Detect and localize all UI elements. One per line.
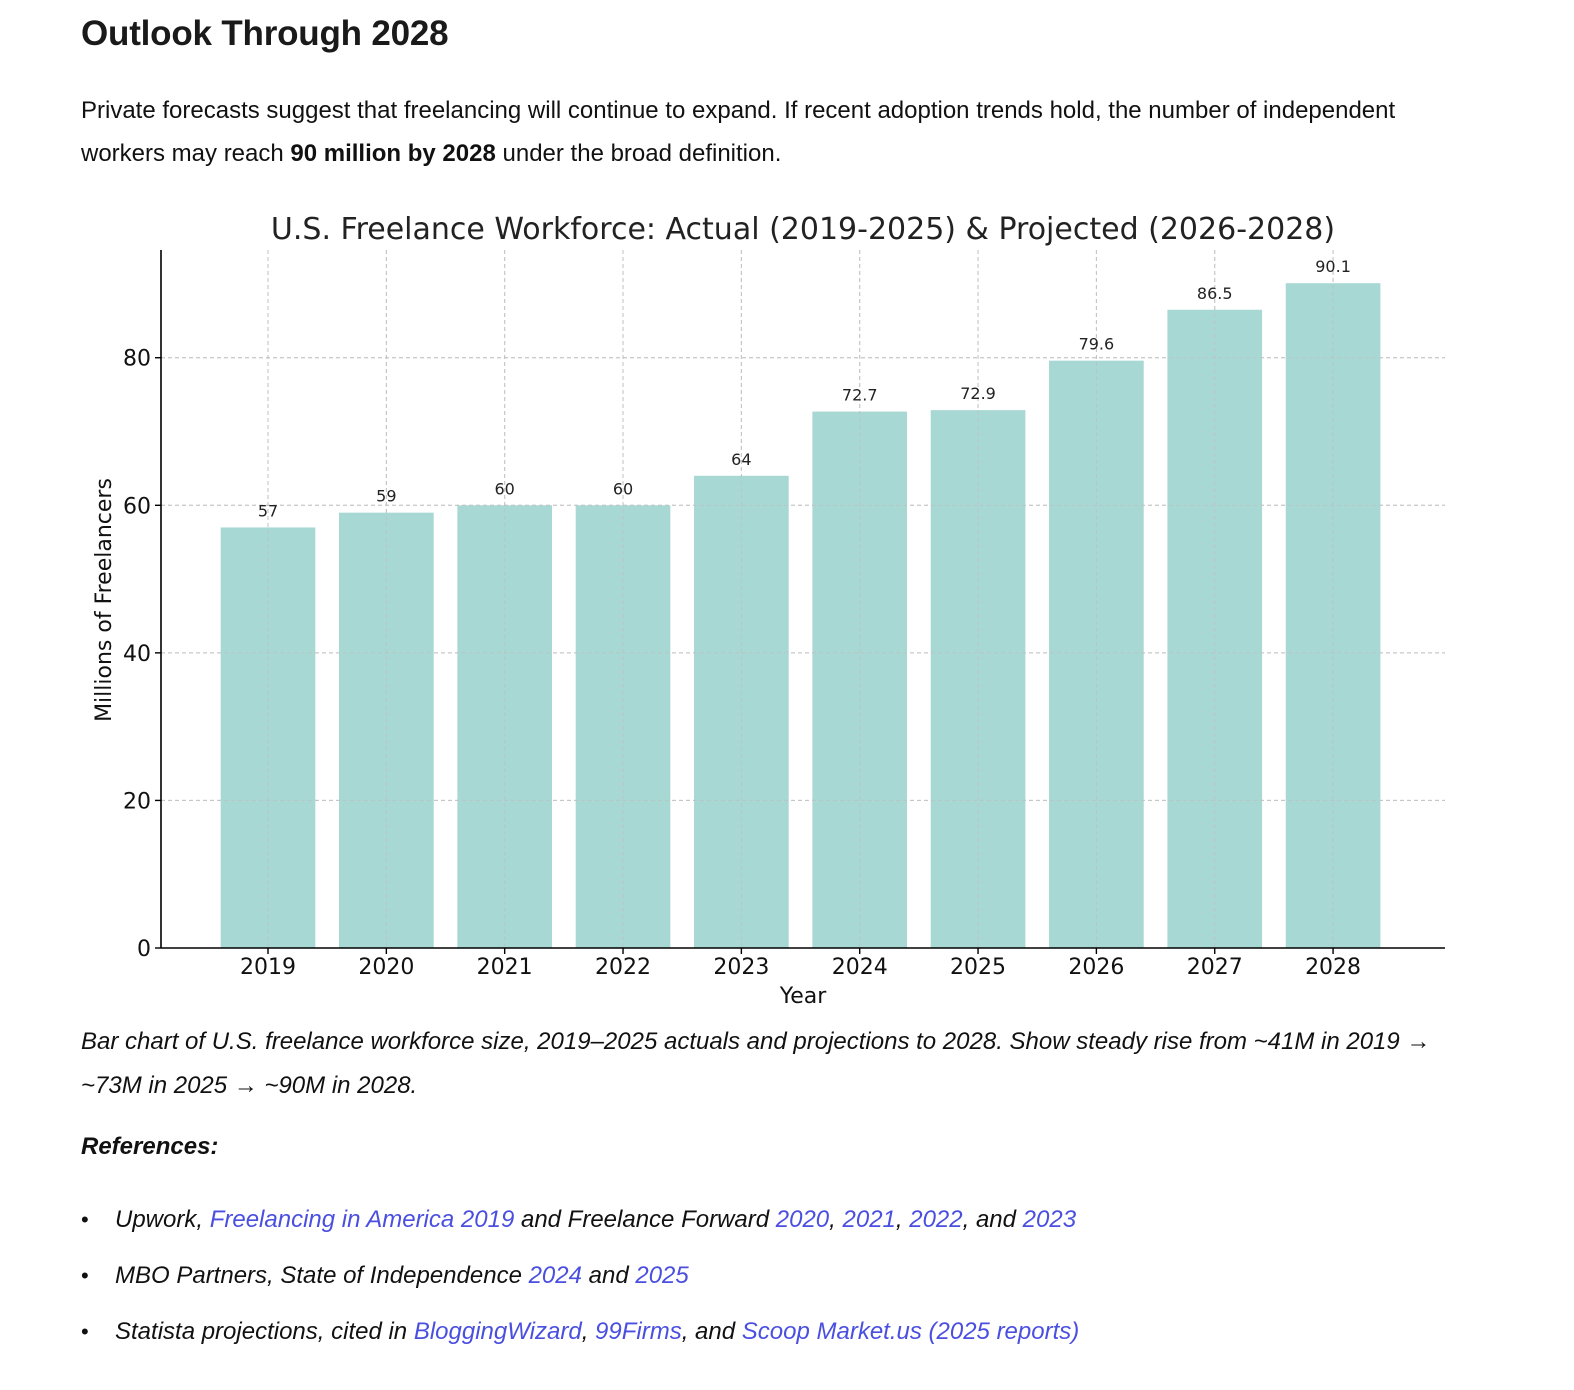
reference-link[interactable]: 2024 — [528, 1262, 582, 1289]
reference-text: , — [895, 1206, 910, 1233]
x-tick-label: 2025 — [950, 955, 1007, 980]
reference-item — [81, 1195, 1079, 1251]
value-label: 72.7 — [841, 385, 878, 405]
bullet-icon: • — [81, 1263, 89, 1288]
y-tick-label: 40 — [123, 641, 151, 667]
x-tick-label: 2021 — [476, 955, 533, 980]
value-label: 60 — [494, 479, 515, 499]
intro-text-before: Private forecasts suggest that freelancing will continue to expand. If recent adoption trends hold, the number of independent workers may reach — [81, 97, 1396, 167]
reference-link[interactable]: 2020 — [775, 1206, 830, 1233]
y-tick-label: 60 — [123, 494, 151, 520]
reference-text: and — [581, 1262, 636, 1289]
reference-text: MBO Partners, State of Independence — [115, 1262, 529, 1289]
reference-text: and Freelance Forward — [514, 1206, 776, 1233]
section-heading: Outlook Through 2028 — [81, 14, 449, 53]
reference-text: , and — [681, 1318, 742, 1345]
x-tick-label: 2027 — [1186, 955, 1243, 980]
reference-text: , — [829, 1206, 843, 1233]
reference-text: , — [581, 1318, 596, 1345]
bullet-icon: • — [81, 1207, 89, 1232]
x-tick-label: 2020 — [358, 955, 415, 980]
x-tick-label: 2028 — [1305, 955, 1362, 980]
x-axis-label: Year — [779, 984, 827, 1009]
bullet-icon: • — [81, 1319, 89, 1344]
y-axis-label: Millions of Freelancers — [92, 478, 117, 722]
freelance-workforce-bar-chart — [0, 195, 1574, 1015]
reference-text: , and — [962, 1206, 1023, 1233]
y-tick-label: 0 — [137, 937, 151, 962]
chart-title: U.S. Freelance Workforce: Actual (2019-2025) & Projected (2026-2028) — [270, 212, 1336, 247]
x-tick-label: 2022 — [595, 955, 652, 980]
reference-link[interactable]: 2023 — [1022, 1206, 1077, 1233]
reference-link[interactable]: 99Firms — [595, 1318, 682, 1345]
reference-link[interactable]: 2025 — [635, 1262, 689, 1289]
reference-text: Upwork, — [115, 1206, 210, 1233]
reference-link[interactable]: 2022 — [909, 1206, 963, 1233]
reference-link[interactable]: BloggingWizard — [413, 1318, 582, 1345]
intro-paragraph — [81, 89, 1441, 175]
x-tick-label: 2026 — [1068, 955, 1125, 980]
chart-caption: Bar chart of U.S. freelance workforce size, 2019–2025 actuals and projections to 2028. Show steady rise from ~41M in 2019 → ~73M in 2025 → ~90M in 2028. — [81, 1028, 1431, 1099]
intro-highlight: 90 million by 2028 — [290, 140, 496, 167]
value-label: 90.1 — [1315, 257, 1351, 277]
reference-item — [81, 1251, 1079, 1307]
references-heading: References: — [81, 1133, 219, 1160]
value-label: 86.5 — [1196, 283, 1233, 303]
reference-link[interactable]: 2021 — [842, 1206, 896, 1233]
references-list — [81, 1195, 1079, 1363]
y-tick-label: 20 — [123, 789, 151, 815]
x-tick-label: 2023 — [713, 955, 770, 980]
value-label: 57 — [257, 501, 279, 521]
reference-item — [81, 1307, 1079, 1363]
value-label: 60 — [612, 479, 634, 499]
reference-text: Statista projections, cited in — [115, 1318, 414, 1345]
x-tick-label: 2019 — [240, 955, 296, 980]
intro-text-after: under the broad definition. — [495, 140, 782, 167]
bar-2019 — [221, 527, 316, 948]
reference-link[interactable]: Scoop Market.us (2025 reports) — [741, 1318, 1080, 1345]
value-label: 59 — [376, 486, 397, 506]
value-label: 64 — [731, 449, 752, 469]
y-tick-label: 80 — [123, 346, 151, 372]
reference-link[interactable]: Freelancing in America 2019 — [209, 1206, 515, 1233]
x-tick-label: 2024 — [831, 955, 888, 980]
value-label: 72.9 — [960, 384, 996, 404]
value-label: 79.6 — [1078, 334, 1115, 354]
